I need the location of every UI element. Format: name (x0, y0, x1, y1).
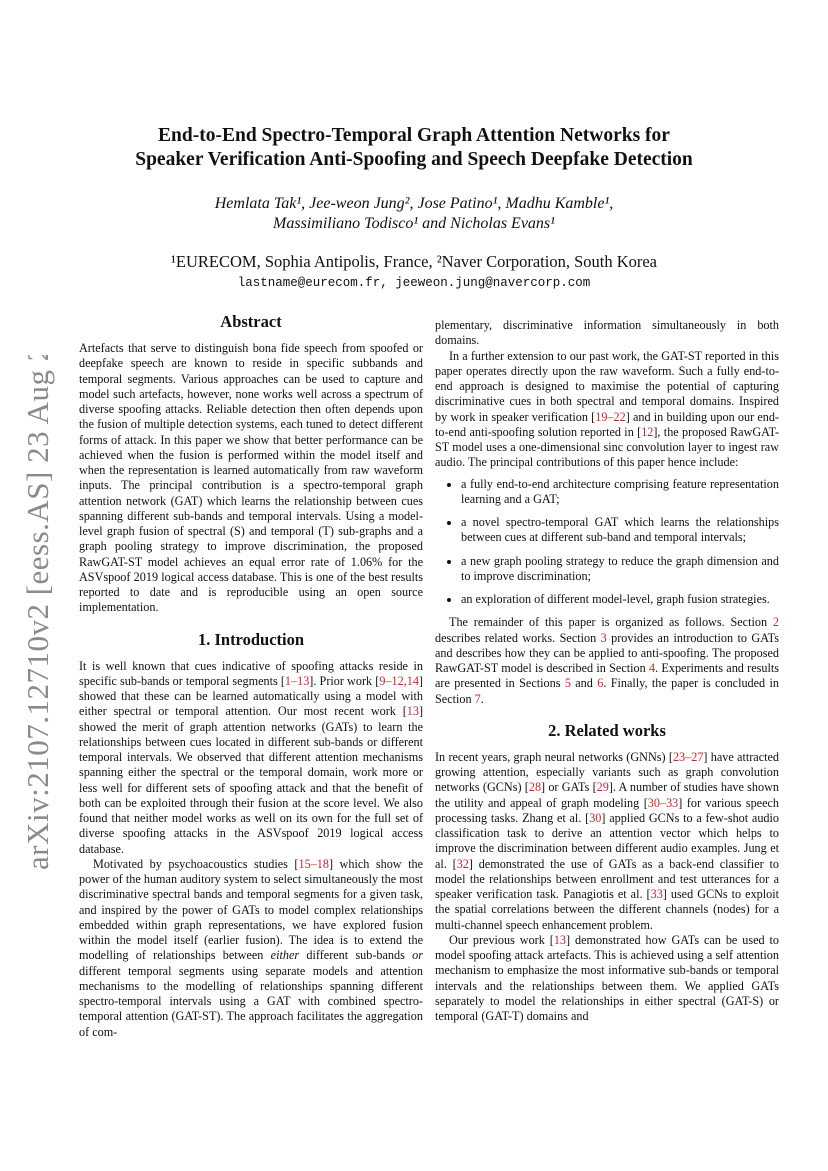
contributions-list (435, 477, 779, 608)
citation-link[interactable]: 29 (596, 780, 609, 795)
section-link[interactable]: 4 (649, 661, 656, 675)
abstract-heading: Abstract (220, 312, 282, 331)
citation-link[interactable]: 23–27 (672, 749, 704, 764)
section-link[interactable]: 7 (474, 691, 481, 706)
citation-link[interactable]: 13 (553, 932, 566, 947)
list-item: • a fully end-to-end architecture comprising feature representation learning and a GAT; (461, 477, 779, 508)
related-works-heading: 2. Related works (548, 720, 666, 740)
email-addresses: lastname@eurecom.fr, jeeweon.jung@navercorp.com (237, 276, 591, 290)
section-link[interactable]: 5 (564, 676, 571, 691)
title-line-2: Speaker Verification Anti-Spoofing and Speech Deepfake Detection (135, 149, 693, 170)
intro-paragraph-1: It is well known that cues indicative of spoofing attacks reside in specific sub-bands or temporal segments [1–13]. Prior work [9–12,14] showed that these can be learned automatically using a model with either spectral or temporal attention. Our most recent work [13] showed the merit of graph attention networks (GATs) to learn the relationships between cues located in different sub-bands or different temporal intervals. We observed that different attention mechanisms spanning either the spectral or the temporal domain, work more or less well for different sets of spoofing attack and that the benefit of both can be exploited through their fusion at the score level. We also found that neither model works as well on its own for the full set of diverse spoofing attacks in the ASVspoof 2019 logical access database. (79, 658, 423, 856)
title-line-1: End-to-End Spectro-Temporal Graph Attention Networks for (158, 125, 670, 146)
abstract-text: Artefacts that serve to distinguish bona fide speech from spoofed or deepfake speech are known to reside in specific subbands and temporal segments. Various approaches can be used to capture and model such artefacts, however, none works well across a spectrum of diverse spoofing attacks. Reliable detection then often depends upon the fusion of multiple detection systems, each tuned to detect different forms of attack. In this paper we show that better performance can be achieved when the fusion is performed within the model itself and when the representation is learned automatically from raw waveform inputs. The principal contribution is a spectro-temporal graph attention network (GAT) which learns the relationship between cues spanning different sub-bands and temporal intervals. Using a model-level graph fusion of spectral (S) and temporal (T) sub-graphs and a graph pooling strategy to improve discrimination, the proposed RawGAT-ST model achieves an equal error rate of 1.06% for the ASVspoof 2019 logical access database. This is one of the best results reported to date and is reproducible using an open source implementation. (79, 341, 423, 615)
left-column (79, 312, 423, 1040)
authors-line-2: Massimiliano Todisco¹ and Nicholas Evans¹ (273, 215, 555, 232)
related-paragraph-1: In recent years, graph neural networks (GNNs) [23–27] have attracted growing attention, especially variants such as graph convolution networks (GCNs) [28] or GATs [29]. A number of studies have shown the utility and appeal of graph modeling [30–33] for various speech processing tasks. Zhang et al. [30] applied GCNs to a few-shot audio classification task to derive an attention vector which helps to improve the discrimination between different audio examples. Jung et al. [32] demonstrated the use of GATs as a back-end classifier to model the relationships between enrollment and test utterances for a speaker verification task. Panagiotis et al. [33] used GCNs to exploit the spatial correlations between the different channels (nodes) for a multi-channel speech enhancement problem. (435, 749, 780, 932)
paper-header (0, 124, 828, 290)
citation-link[interactable]: 9–12,14 (379, 673, 419, 688)
affiliations: ¹EURECOM, Sophia Antipolis, France, ²Naver Corporation, South Korea (170, 252, 658, 271)
arxiv-id-text: arXiv:2107.12710v2 [eess.AS] 23 Aug 2021 (20, 355, 55, 870)
citation-link[interactable]: 19–22 (595, 409, 626, 424)
citation-link[interactable]: 28 (528, 780, 542, 795)
intro-paragraph-2: Motivated by psychoacoustics studies [15–18] which show the power of the human auditory system to select simultaneously the most discriminative spectral bands and temporal segments for a given task, and inspired by the power of GATs to model complex relationships embedded within graph representations, we have explored fusion within the model itself (earlier fusion). The idea is to extend the modelling of relationships between either different sub-bands or different temporal segments using separate models and attention mechanisms to the modelling of relationships spanning different spectro-temporal intervals using a GAT with combined spectro-temporal attention (GAT-ST). The approach facilitates the aggregation of com- (79, 856, 424, 1039)
arxiv-identifier (14, 355, 58, 870)
related-paragraph-2: Our previous work [13] demonstrated how GATs can be used to model spoofing attack artefacts. This is achieved using a self attention mechanism to emphasize the most informative sub-bands or temporal intervals and the relationships between them. We applied GATs separately to model the relationships in either spectral (GAT-S) or temporal (GAT-T) domains and (435, 932, 779, 1023)
citation-link[interactable]: 1–13 (284, 673, 310, 688)
right-column (435, 318, 779, 1024)
paper-title (0, 124, 828, 172)
section-link[interactable]: 2 (772, 615, 779, 630)
citation-link[interactable]: 13 (406, 704, 419, 719)
section-link[interactable]: 3 (600, 630, 607, 645)
citation-link[interactable]: 12 (641, 424, 654, 439)
organization-paragraph: The remainder of this paper is organized as follows. Section 2 describes related works. Section 3 provides an introduction to GATs and describes how they can be applied to anti-spoofing. The proposed RawGAT-ST model is described in Section 4. Experiments and results are presented in Sections 5 and 6. Finally, the paper is concluded in Section 7. (435, 615, 779, 706)
authors (0, 194, 828, 234)
citation-link[interactable]: 15–18 (298, 856, 329, 871)
list-item: • an exploration of different model-level, graph fusion strategies. (461, 592, 779, 607)
citation-link[interactable]: 33 (650, 887, 663, 901)
introduction-heading: 1. Introduction (197, 629, 305, 649)
section-link[interactable]: 6 (597, 676, 604, 691)
citation-link[interactable]: 30–33 (647, 795, 679, 810)
intro-paragraph-3: In a further extension to our past work, the GAT-ST reported in this paper operates directly upon the raw waveform. Such a fully end-to-end approach is designed to maximise the potential of capturing discriminative cues in both spectral and temporal domains. Inspired by work in speaker verification [19–22] and in building upon our end-to-end anti-spoofing solution reported in [12], the proposed RawGAT-ST model uses a one-dimensional sinc convolution layer to ingest raw audio. The principal contributions of this paper hence include: (435, 348, 780, 470)
list-item: • a novel spectro-temporal GAT which learns the relationships between cues at different sub-band and temporal intervals; (461, 515, 779, 546)
authors-line-1: Hemlata Tak¹, Jee-weon Jung², Jose Patino¹, Madhu Kamble¹, (214, 195, 614, 212)
citation-link[interactable]: 30 (589, 810, 602, 825)
intro-continuation: plementary, discriminative information simultaneously in both domains. (435, 318, 779, 348)
list-item: • a new graph pooling strategy to reduce the graph dimension and to improve discrimination; (461, 554, 779, 585)
citation-link[interactable]: 32 (456, 856, 469, 871)
